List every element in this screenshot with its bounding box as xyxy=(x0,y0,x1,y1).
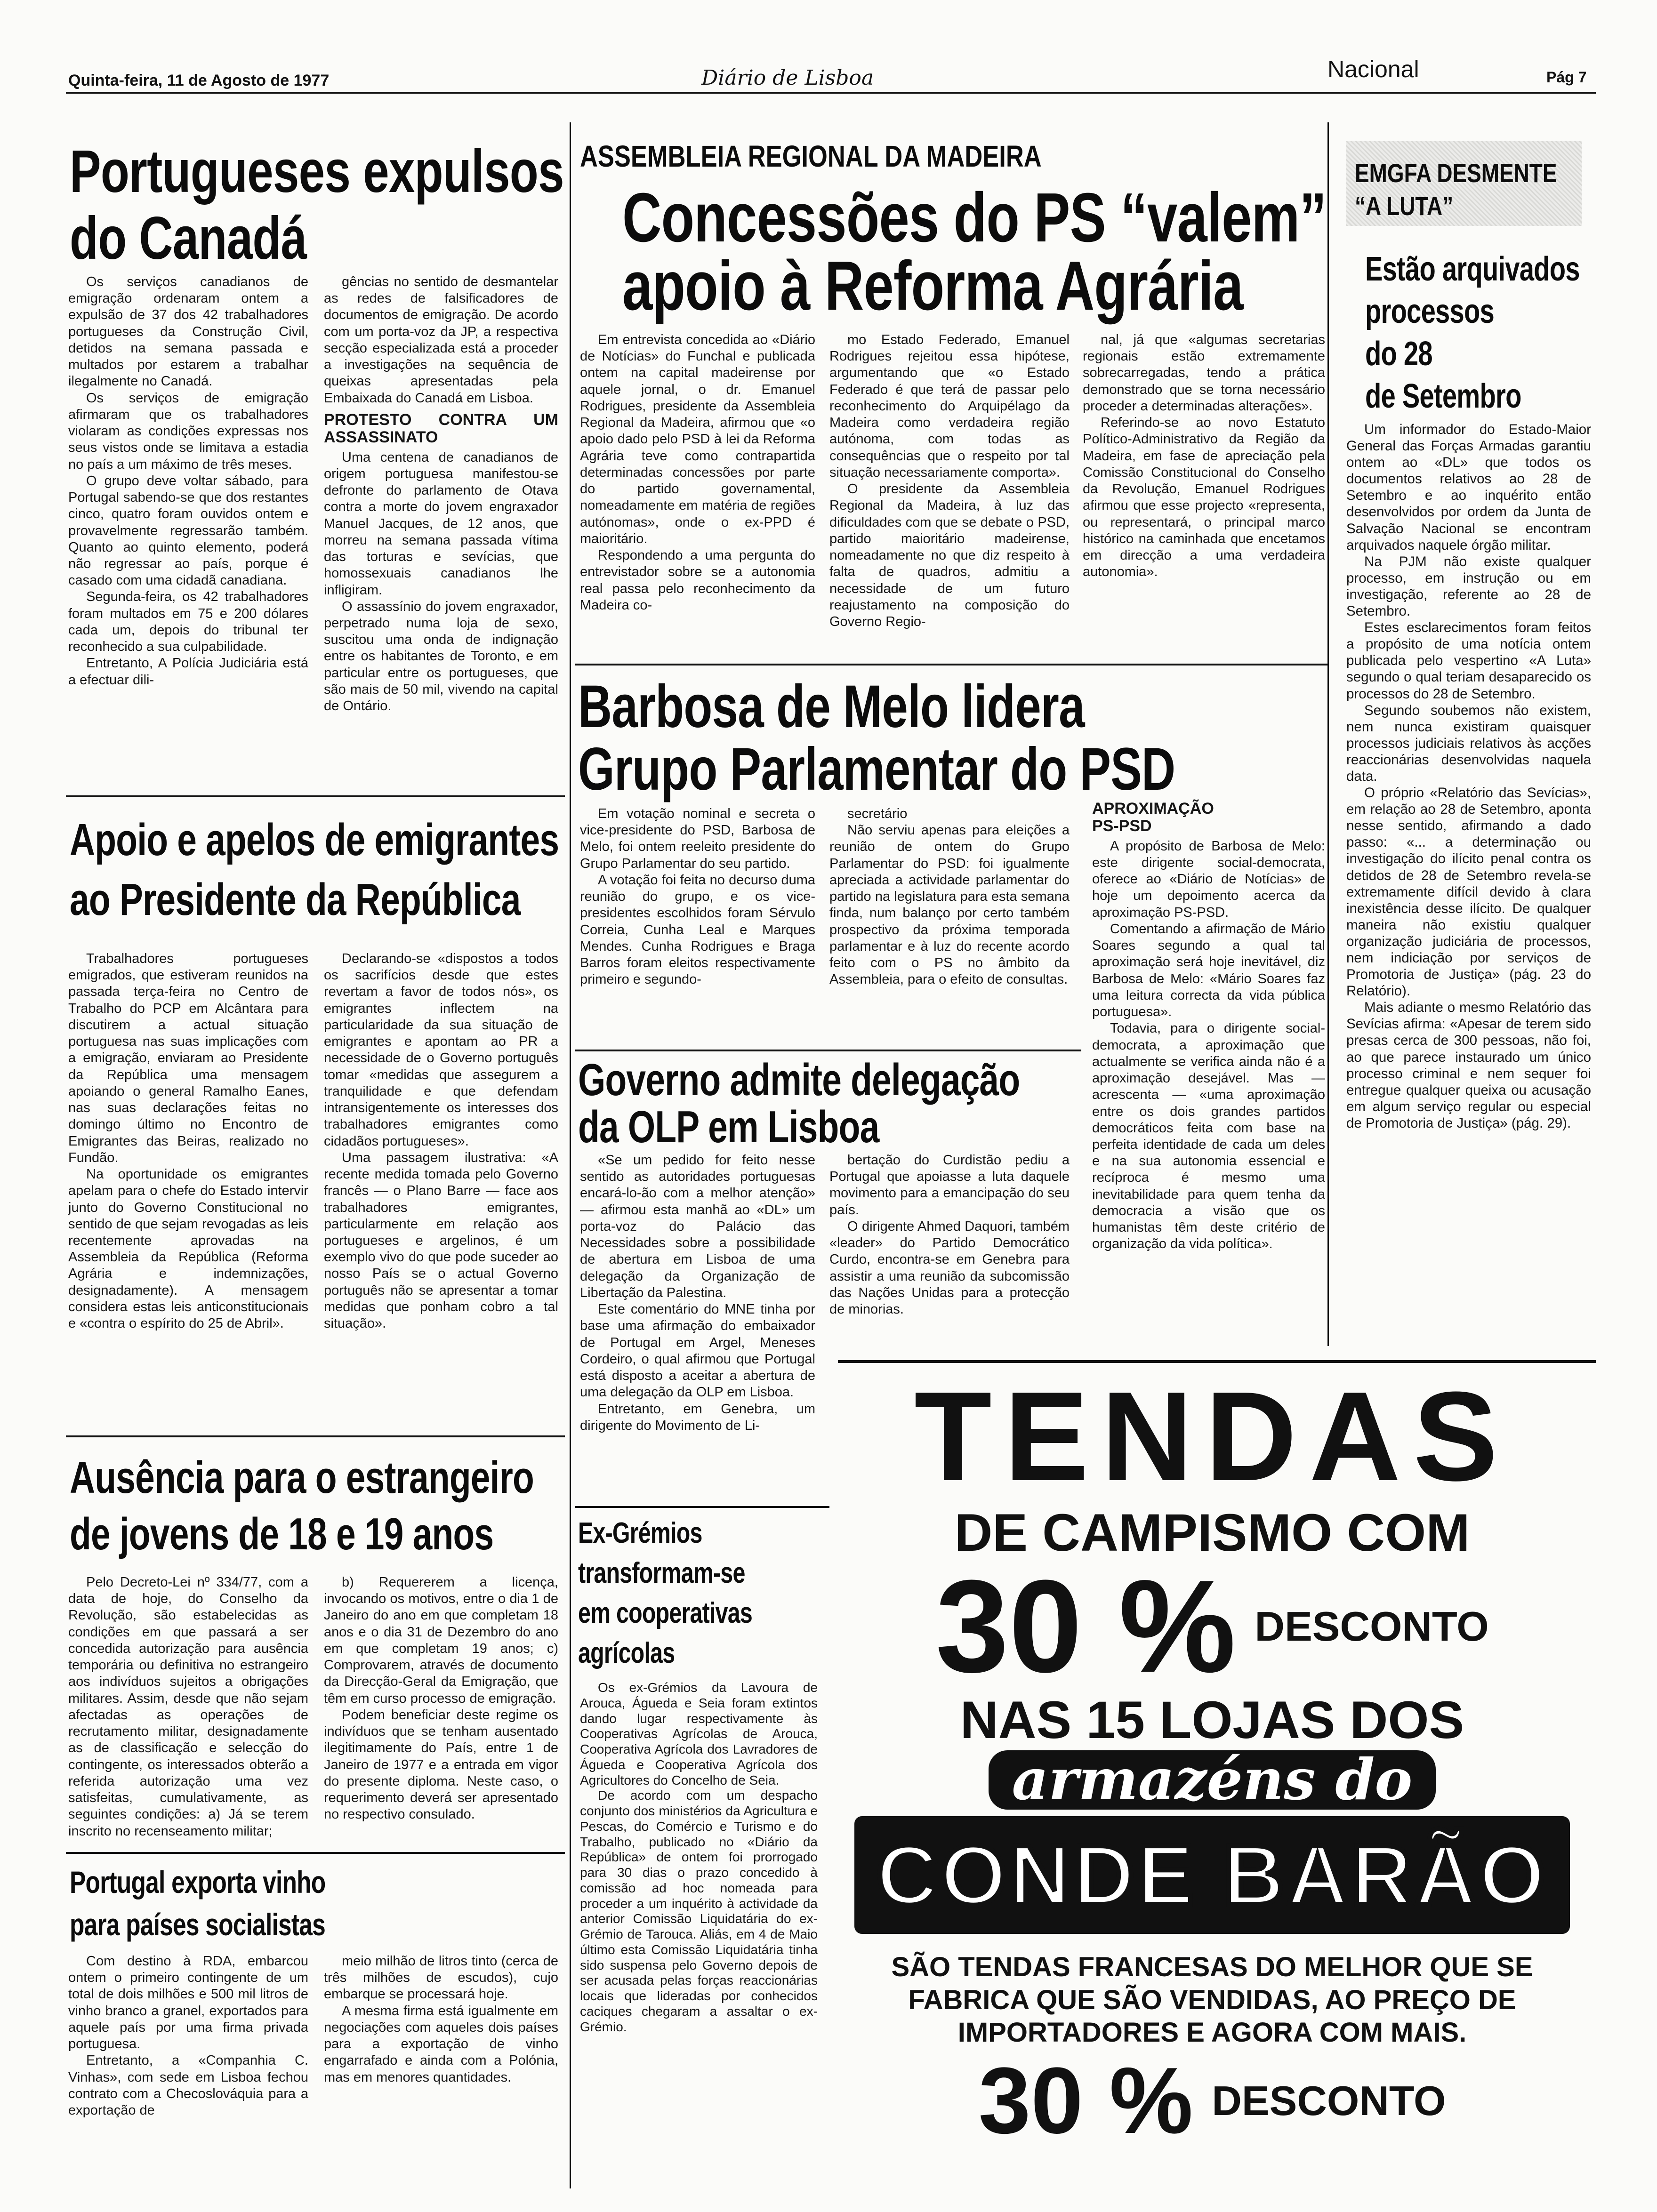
ad-line: NAS 15 LOJAS DOS xyxy=(960,1690,1464,1749)
issue-date: Quinta-feira, 11 de Agosto de 1977 xyxy=(68,72,330,89)
paragraph: Na PJM não existe qualquer processo, em instrução ou em investigação, referente ao 28 de Setembro. xyxy=(1346,553,1591,619)
headline: do 28 xyxy=(1365,335,1432,373)
headline: Estão arquivados xyxy=(1365,250,1580,288)
paragraph: secretário xyxy=(847,806,908,821)
divider xyxy=(66,1435,565,1437)
subheading: PROTESTO CONTRA UM ASSASSINATO xyxy=(324,410,558,447)
ad-percent: 30 % xyxy=(935,1553,1236,1700)
headline: processos xyxy=(1365,293,1494,330)
paragraph: Não serviu apenas para eleições a reunião de ontem do Grupo Parlamentar do PSD: foi igualmente apreciada a actividade parlamentar do partido na legislatura para esta semana finda, num balanço por certo também prospectivo da próxima temporada parlamentar e à luz do recente acordo feito com o PS no âmbito da Assembleia, para o efeito de consultas. xyxy=(829,823,1070,987)
article-body xyxy=(68,951,308,1332)
paragraph: mo Estado Federado, Emanuel Rodrigues rejeitou essa hipótese, argumentando que «o Estado Federado é que terá de passar pelo reconhecimento do Arquipélago da Madeira como verdadeira região autónoma, com todas as consequências que o respeito por tal situação necessariamente comporta». xyxy=(829,332,1070,480)
headline: da OLP em Lisboa xyxy=(578,1102,879,1152)
headline: Portugueses expulsos xyxy=(70,138,564,205)
ad-discount xyxy=(843,2048,1582,2153)
ad-line: DE CAMPISMO COM xyxy=(954,1503,1470,1562)
divider xyxy=(575,1506,829,1508)
paragraph: gências no sentido de desmantelar as redes de falsificadores de documentos de emigração. De acordo com um porta-voz da JP, a respectiva secção especializada está a proceder a investigações na sequência de queixas apresentadas pela Embaixada do Canadá em Lisboa. xyxy=(324,274,558,406)
headline: Concessões do PS “valem” xyxy=(622,179,1327,256)
paragraph: O dirigente Ahmed Daquori, também «leader» do Partido Democrático Curdo, encontra-se em Genebra para assistir a uma reunião da subcomissão das Nações Unidas para a protecção de minorias. xyxy=(829,1218,1070,1317)
ad-percent: 30 % xyxy=(978,2048,1193,2153)
paragraph: Todavia, para o dirigente social-democrata, a aproximação que actualmente se verifica ainda não é a aproximação desejável. Mas — acrescenta — «uma aproximação entre os dois grandes partidos democráticos feita com base na perfeita identidade de cada um deles e na sua autonomia essencial e recíproca é mesmo uma inevitabilidade para quem tenha da democracia a visão que os humanistas têm deste critério de organização da vida política». xyxy=(1092,1021,1325,1252)
headline: em cooperativas xyxy=(578,1597,752,1629)
paragraph: A mesma firma está igualmente em negociações com aqueles dois países para a exportação de vinho engarrafado e ainda com a Polónia, mas em menores quantidades. xyxy=(324,2003,558,2085)
paragraph: Os ex-Grémios da Lavoura de Arouca, Águeda e Seia foram extintos dando lugar respectivamente às Cooperativas Agrícolas de Arouca, Cooperativa Agrícola dos Lavradores de Águeda e Cooperativa Agrícola dos Agricultores do Concelho de Seia. xyxy=(580,1680,818,1787)
headline: Apoio e apelos de emigrantes xyxy=(70,815,559,865)
article-body xyxy=(1092,800,1325,1253)
paragraph: meio milhão de litros tinto (cerca de três milhões de escudos), cujo embarque se processará hoje. xyxy=(324,1954,558,2002)
paragraph: Respondendo a uma pergunta do entrevistador sobre se a autonomia real passa pelo reconhecimento da Madeira co- xyxy=(580,548,815,613)
paragraph: Estes esclarecimentos foram feitos a propósito de uma notícia ontem publicada pelo vespertino «A Luta» segundo o qual teriam desaparecido os processos do 28 de Setembro. xyxy=(1346,620,1591,702)
article-body xyxy=(68,274,308,689)
divider xyxy=(575,664,1328,665)
paragraph: De acordo com um despacho conjunto dos ministérios da Agricultura e Pescas, do Comércio e Turismo e do Trabalho, publicado no «Diário da República» de ontem foi prorrogado para 30 dias o prazo concedido à comissão ad hoc nomeada para proceder a um inquérito à actividade da anterior Comissão Liquidatária do ex-Grémio de Tarouca. Aliás, em 4 de Maio último esta Comissão Liquidatária tinha sido suspensa pelo Governo depois de ser acusada pelas forças reaccionárias locais que lideradas por conhecidos caciques chegaram a assaltar o ex-Grémio. xyxy=(580,1788,818,2034)
article-body xyxy=(1083,332,1325,581)
paragraph: nal, já que «algumas secretarias regionais estão extremamente sobrecarregadas, tendo a prática demonstrado que se torna necessário proceder a determinadas alterações». xyxy=(1083,332,1325,414)
paragraph: Na oportunidade os emigrantes apelam para o chefe do Estado intervir junto do Governo Constitucional no sentido de que sejam revogadas as leis recentemente aprovadas na Assembleia da República (Reforma Agrária e indemnizações, designadamente). A mensagem considera estas leis anticonstitucionais e «contra o espírito do 25 de Abril». xyxy=(68,1167,308,1331)
article-body xyxy=(1346,421,1591,1131)
article-body xyxy=(324,1953,558,2086)
headline: agrícolas xyxy=(578,1637,675,1669)
paragraph: Uma passagem ilustrativa: «A recente medida tomada pelo Governo francês — o Plano Barre — face aos trabalhadores emigrantes, particularmente em relação aos portugueses e argelinos, é um exemplo vivo do que pode suceder ao nosso País se o actual Governo português não se apresentar a tomar medidas que ponham cobro a tal situação». xyxy=(324,1150,558,1331)
paragraph: A votação foi feita no decurso duma reunião do grupo, e os vice-presidentes escolhidos foram Sérvulo Correia, Cunha Leal e Marques Mendes. Cunha Rodrigues e Braga Barros foram eleitos respectivamente primeiro e segundo- xyxy=(580,872,815,987)
article-body xyxy=(68,1953,308,2119)
paragraph: b) Requererem a licença, invocando os motivos, entre o dia 1 de Janeiro do ano em que completam 18 anos e o dia 31 de Dezembro do ano em que completam 19 anos; c) Comprovarem, através de documento da Direcção-Geral da Emigração, que têm em curso processo de emigração. xyxy=(324,1575,558,1706)
paragraph: bertação do Curdistão pediu a Portugal que apoiasse a luta daquele movimento para a emancipação do seu país. xyxy=(829,1153,1070,1218)
masthead: Diário de Lisboa xyxy=(701,66,874,90)
paragraph: Os serviços de emigração afirmaram que os trabalhadores violaram as condições expressas nos seus vistos onde se limitava a estadia no país a um máximo de três meses. xyxy=(68,390,308,472)
ad-footer: IMPORTADORES E AGORA COM MAIS. xyxy=(957,2017,1467,2048)
kicker: ASSEMBLEIA REGIONAL DA MADEIRA xyxy=(580,139,1042,173)
paragraph: O presidente da Assembleia Regional da Madeira, à luz das dificuldades com que se debate o PSD, partido maioritário madeirense, nomeadamente no que diz respeito à falta de quadros, admitiu a necessidade de um futuro reajustamento na composição do Governo Regio- xyxy=(829,481,1070,629)
paragraph: Pelo Decreto-Lei nº 334/77, com a data de hoje, do Conselho da Revolução, são estabelecidas as condições em que passará a ser concedida autorização para ausência temporária ou definitiva no estrangeiro aos indivíduos sujeitos a obrigações militares. Assim, desde que não sejam afectadas as operações de recrutamento militar, designadamente as de classificação e selecção do contingente, os interessados obterão a referida autorização uma vez satisfeitas, cumulativamente, as seguintes condições: a) Já se terem inscrito no recenseamento militar; xyxy=(68,1575,308,1839)
paragraph: Em votação nominal e secreta o vice-presidente do PSD, Barbosa de Melo, foi ontem reeleito presidente do Grupo Parlamentar do seu partido. xyxy=(580,806,815,871)
article-body xyxy=(829,332,1070,630)
paragraph: Uma centena de canadianos de origem portuguesa manifestou-se defronte do parlamento de Otava contra a morte do jovem engraxador Manuel Jacques, de 12 anos, que morreu na semana passada vítima das torturas e sevícias, que homossexuais canadianos lhe infligiram. xyxy=(324,449,558,598)
brand-script: armazéns do xyxy=(989,1750,1436,1810)
column-rule xyxy=(570,122,571,2188)
column-rule xyxy=(1327,122,1329,1346)
paragraph: Em entrevista concedida ao «Diário de Notícias» do Funchal e publicada ontem na capital madeirense por aquele jornal, o dr. Emanuel Rodrigues, presidente da Assembleia Regional da Madeira, afirmou que «o apoio dado pelo PSD à lei da Reforma Agrária teve como contrapartida determinadas concessões por parte do partido governamental, nomeadamente em matéria de regiões autónomas», onde o ex-PPD é maioritário. xyxy=(580,332,815,546)
paragraph: Segunda-feira, os 42 trabalhadores foram multados em 75 e 200 dólares cada um, depois do tribunal ter reconhecido a sua culpabilidade. xyxy=(68,589,308,655)
section-name: Nacional xyxy=(1327,56,1419,82)
ad-title: TENDAS xyxy=(914,1366,1511,1507)
headline: de jovens de 18 e 19 anos xyxy=(70,1509,494,1559)
divider xyxy=(66,795,565,797)
headline: para países socialistas xyxy=(70,1907,325,1942)
brand-logo xyxy=(854,1816,1570,1934)
paragraph: O assassínio do jovem engraxador, perpetrado numa loja de sexo, suscitou uma onda de indignação entre os habitantes de Toronto, e em particular entre os portugueses, que são mais de 50 mil, vivendo na capital de Ontário. xyxy=(324,599,558,714)
paragraph: Com destino à RDA, embarcou ontem o primeiro contingente de um total de dois milhões e 500 mil litros de vinho branco a granel, exportados para aquele país por uma firma privada portuguesa. xyxy=(68,1954,308,2052)
headline: Governo admite delegação xyxy=(578,1055,1020,1105)
headline: transformam-se xyxy=(578,1557,745,1589)
headline: Ex-Grémios xyxy=(578,1517,702,1549)
headline: Ausência para o estrangeiro xyxy=(70,1452,534,1503)
paragraph: Um informador do Estado-Maior General das Forças Armadas garantiu ontem ao «DL» que todos os documentos relativos ao 28 de Setembro e ao inquérito então desenvolvidos por ordem da Junta de Salvação Nacional se encontram arquivados naquele órgão militar. xyxy=(1346,422,1591,553)
divider xyxy=(575,1050,1081,1051)
paragraph: Declarando-se «dispostos a todos os sacrifícios desde que estes revertam a favor de todos nós», os emigrantes inflectem na particularidade da sua situação de emigrantes e apontam ao PR a necessidade de o Governo português tomar «medidas que assegurem a tranquilidade e que defendam intransigentemente os interesses dos trabalhadores emigrantes como cidadãos portugueses». xyxy=(324,951,558,1149)
subheading: PS-PSD xyxy=(1092,817,1152,835)
paragraph: «Se um pedido for feito nesse sentido as autoridades portuguesas encará-lo-ão com a melhor atenção» — afirmou esta manhã ao «DL» um porta-voz do Palácio das Necessidades sobre a possibilidade de abertura em Lisboa de uma delegação da Organização de Libertação da Palestina. xyxy=(580,1153,815,1300)
ad-discount-label: DESCONTO xyxy=(1212,2077,1446,2124)
article-body xyxy=(324,1574,558,1823)
headline: Barbosa de Melo lidera xyxy=(578,673,1085,740)
paragraph: Mais adiante o mesmo Relatório das Sevícias afirma: «Apesar de terem sido presas cerca de 300 pessoas, não foi, ao que parece instaurado um único processo criminal e nem sequer foi entregue qualquer queixa ou acusação em algum serviço regular ou especial de Promotoria de Justiça» (pág. 29). xyxy=(1346,1000,1591,1131)
paragraph: Trabalhadores portugueses emigrados, que estiveram reunidos na passada terça-feira no Centro de Trabalho do PCP em Alcântara para discutirem a actual situação portuguesa nas suas implicações com a emigração, enviaram ao Presidente da República uma mensagem apoiando o general Ramalho Eanes, nas suas declarações feitas no domingo último no Encontro de Emigrantes das Beiras, realizado no Fundão. xyxy=(68,951,308,1165)
subheading: APROXIMAÇÃO xyxy=(1092,800,1214,817)
paragraph: Comentando a afirmação de Mário Soares segundo a qual tal aproximação será hoje inevitável, diz Barbosa de Melo: «Mário Soares faz uma leitura correcta da vida pública portuguesa». xyxy=(1092,921,1325,1020)
brand-logo-text: CONDE BARÃO xyxy=(876,1827,1548,1923)
kicker: “A LUTA” xyxy=(1355,191,1454,221)
paragraph: Entretanto, em Genebra, um dirigente do Movimento de Li- xyxy=(580,1401,815,1433)
article-body xyxy=(580,332,815,614)
page-number: Pág 7 xyxy=(1546,69,1587,86)
article-body xyxy=(324,274,558,714)
headline: Portugal exporta vinho xyxy=(70,1865,326,1899)
paragraph: Segundo soubemos não existem, nem nunca existiram quaisquer processos judiciais relativos às acções reaccionárias desenvolvidas naquela data. xyxy=(1346,702,1591,784)
article-body xyxy=(829,1152,1070,1318)
article-body xyxy=(829,806,1070,988)
paragraph: Este comentário do MNE tinha por base uma afirmação do embaixador de Portugal em Argel, Meneses Cordeiro, o qual afirmou que Portugal está disposto a aceitar a abertura de uma delegação da OLP em Lisboa. xyxy=(580,1302,815,1400)
paragraph: Podem beneficiar deste regime os indivíduos que se tenham ausentado ilegitimamente do País, entre 1 de Janeiro de 1977 e a entrada em vigor do presente diploma. Neste caso, o requerimento deverá ser apresentado no respectivo consulado. xyxy=(324,1707,558,1822)
headline: apoio à Reforma Agrária xyxy=(622,247,1243,325)
article-body xyxy=(68,1574,308,1840)
paragraph: O próprio «Relatório das Sevícias», em relação ao 28 de Setembro, aponta nesse sentido, afirmando a dado passo: «... a determinação ou investigação do ilícito penal contra os detidos de 28 de Setembro revela-se extremamente difícil devido à clara inexistência desse ilícito. De qualquer maneira não existiu qualquer organização judiciária de processos, nem indiciação por serviços de Promotoria de Justiça» (pág. 23 do Relatório). xyxy=(1346,785,1591,999)
kicker: EMGFA DESMENTE xyxy=(1355,158,1557,188)
paragraph: A propósito de Barbosa de Melo: este dirigente social-democrata, oferece ao «Diário de Notícias» de hoje um depoimento acerca da aproximação PS-PSD. xyxy=(1092,838,1325,920)
headline: ao Presidente da República xyxy=(70,874,521,925)
article-body xyxy=(580,1152,815,1434)
paragraph: O grupo deve voltar sábado, para Portugal sabendo-se que dos restantes cinco, quatro foram ouvidos ontem e provavelmente regressarão também. Quanto ao quinto elemento, poderá não regressar ao país, porque é casado com uma cidadã canadiana. xyxy=(68,473,308,588)
paragraph: Referindo-se ao novo Estatuto Político-Administrativo da Região da Madeira, em fase de apreciação pela Comissão Constitucional do Conselho da Revolução, Emanuel Rodrigues afirmou que esse projecto «representa, ou representará, o principal marco histórico na caminhada que encetamos em direcção a uma verdadeira autonomia». xyxy=(1083,415,1325,580)
advertisement xyxy=(843,1366,1582,2169)
ad-discount-label: DESCONTO xyxy=(1255,1603,1489,1650)
header-rule xyxy=(66,92,1596,94)
article-body xyxy=(580,806,815,988)
ad-discount xyxy=(843,1553,1582,1700)
paragraph: Os serviços canadianos de emigração ordenaram ontem a expulsão de 37 dos 42 trabalhadores portugueses da Construção Civil, detidos na semana passada e multados por estarem a trabalhar ilegalmente no Canadá. xyxy=(68,274,308,389)
ad-footer: FABRICA QUE SÃO VENDIDAS, AO PREÇO DE xyxy=(908,1984,1516,2015)
headline: Grupo Parlamentar do PSD xyxy=(578,736,1175,803)
headline: do Canadá xyxy=(70,205,307,272)
article-body xyxy=(580,1680,818,2035)
paragraph: Entretanto, a «Companhia C. Vinhas», com sede em Lisboa fechou contrato com a Checoslováquia para a exportação de xyxy=(68,2053,308,2118)
ad-footer: SÃO TENDAS FRANCESAS DO MELHOR QUE SE xyxy=(891,1952,1533,1983)
article-body xyxy=(324,951,558,1332)
paragraph: Entretanto, A Polícia Judiciária está a efectuar dili- xyxy=(68,656,308,688)
headline: de Setembro xyxy=(1365,377,1521,415)
divider xyxy=(66,1852,565,1854)
ad-rule xyxy=(838,1360,1596,1363)
